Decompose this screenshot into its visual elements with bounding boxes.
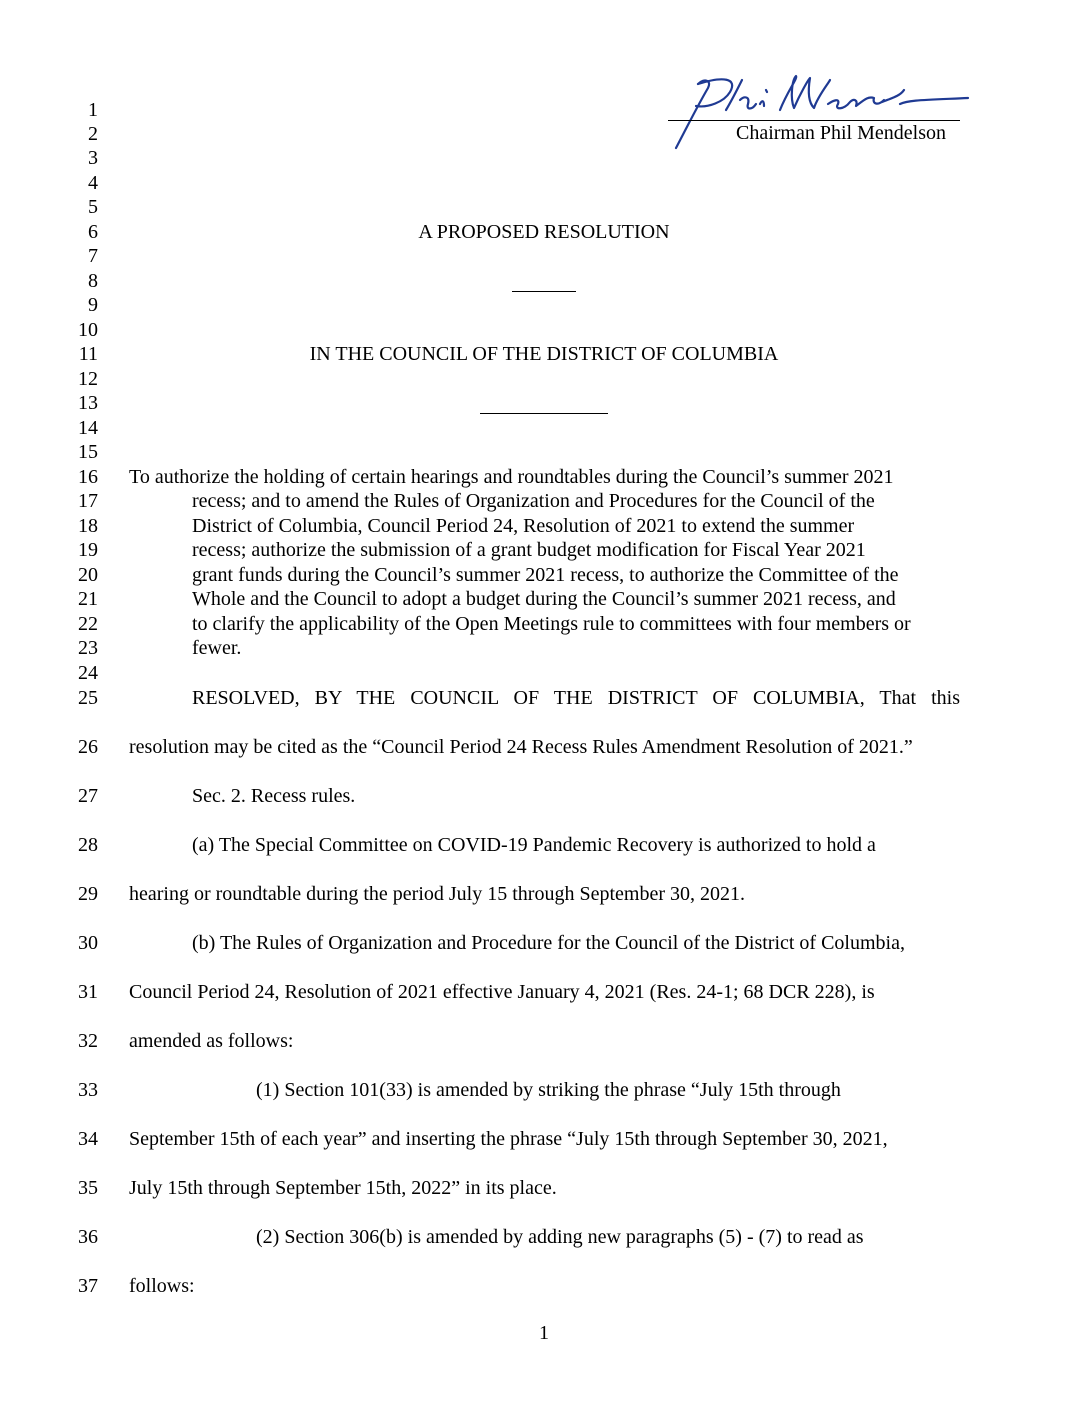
line-number: 30 [78, 932, 98, 954]
body-line: follows: [129, 1275, 195, 1297]
divider [480, 413, 608, 414]
title-line: District of Columbia, Council Period 24, Resolution of 2021 to extend the summer [192, 515, 855, 537]
title-line: recess; and to amend the Rules of Organization and Procedures for the Council of the [192, 490, 875, 512]
line-number: 29 [78, 883, 98, 905]
line-number: 11 [78, 343, 98, 365]
title-line: to clarify the applicability of the Open Meetings rule to committees with four members or [192, 613, 911, 635]
line-number: 5 [88, 196, 98, 218]
line-number: 27 [78, 785, 98, 807]
line-number: 7 [88, 245, 98, 267]
line-number: 31 [78, 981, 98, 1003]
body-line: Council Period 24, Resolution of 2021 effective January 4, 2021 (Res. 24-1; 68 DCR 228), is [129, 981, 875, 1003]
signatory-name: Chairman Phil Mendelson [736, 122, 946, 144]
line-number: 17 [78, 490, 98, 512]
line-number: 33 [78, 1079, 98, 1101]
line-number: 13 [78, 392, 98, 414]
line-number: 37 [78, 1275, 98, 1297]
line-number: 25 [78, 687, 98, 709]
signature-image [668, 70, 980, 160]
line-number: 26 [78, 736, 98, 758]
council-heading: IN THE COUNCIL OF THE DISTRICT OF COLUMBIA [309, 343, 779, 365]
signature-block [668, 70, 980, 160]
body-line: RESOLVED, BY THE COUNCIL OF THE DISTRICT OF COLUMBIA, That this [192, 687, 960, 709]
line-number: 22 [78, 613, 98, 635]
line-number: 14 [78, 417, 98, 439]
divider [512, 291, 576, 292]
line-number: 23 [78, 637, 98, 659]
line-number: 18 [78, 515, 98, 537]
line-number: 10 [78, 319, 98, 341]
title-line: Whole and the Council to adopt a budget during the Council’s summer 2021 recess, and [192, 588, 896, 610]
line-number: 12 [78, 368, 98, 390]
body-line: (a) The Special Committee on COVID-19 Pandemic Recovery is authorized to hold a [192, 834, 876, 856]
body-line: resolution may be cited as the “Council Period 24 Recess Rules Amendment Resolution of 2021.” [129, 736, 913, 758]
title-line: grant funds during the Council’s summer 2021 recess, to authorize the Committee of the [192, 564, 899, 586]
body-line: amended as follows: [129, 1030, 294, 1052]
line-number: 9 [88, 294, 98, 316]
title-line: To authorize the holding of certain hearings and roundtables during the Council’s summer 2021 [129, 466, 894, 488]
line-number: 24 [78, 662, 98, 684]
line-number: 34 [78, 1128, 98, 1150]
line-number: 32 [78, 1030, 98, 1052]
line-number: 28 [78, 834, 98, 856]
line-number: 35 [78, 1177, 98, 1199]
body-line: (2) Section 306(b) is amended by adding new paragraphs (5) - (7) to read as [256, 1226, 864, 1248]
title-line: fewer. [192, 637, 242, 659]
body-line: July 15th through September 15th, 2022” in its place. [129, 1177, 557, 1199]
line-number: 16 [78, 466, 98, 488]
document-title: A PROPOSED RESOLUTION [418, 221, 670, 243]
line-number: 6 [88, 221, 98, 243]
line-number: 19 [78, 539, 98, 561]
section-heading: Sec. 2. Recess rules. [192, 785, 356, 807]
line-number: 1 [88, 99, 98, 121]
page-number: 1 [539, 1322, 549, 1344]
line-number: 3 [88, 147, 98, 169]
line-number: 2 [88, 123, 98, 145]
line-number: 8 [88, 270, 98, 292]
title-line: recess; authorize the submission of a grant budget modification for Fiscal Year 2021 [192, 539, 866, 561]
body-line: (1) Section 101(33) is amended by striking the phrase “July 15th through [256, 1079, 841, 1101]
body-line: September 15th of each year” and inserting the phrase “July 15th through September 30, 2021, [129, 1128, 888, 1150]
body-line: hearing or roundtable during the period July 15 through September 30, 2021. [129, 883, 745, 905]
line-number: 20 [78, 564, 98, 586]
line-number: 36 [78, 1226, 98, 1248]
line-number: 15 [78, 441, 98, 463]
line-number: 4 [88, 172, 98, 194]
line-number: 21 [78, 588, 98, 610]
body-line: (b) The Rules of Organization and Procedure for the Council of the District of Columbia, [192, 932, 905, 954]
